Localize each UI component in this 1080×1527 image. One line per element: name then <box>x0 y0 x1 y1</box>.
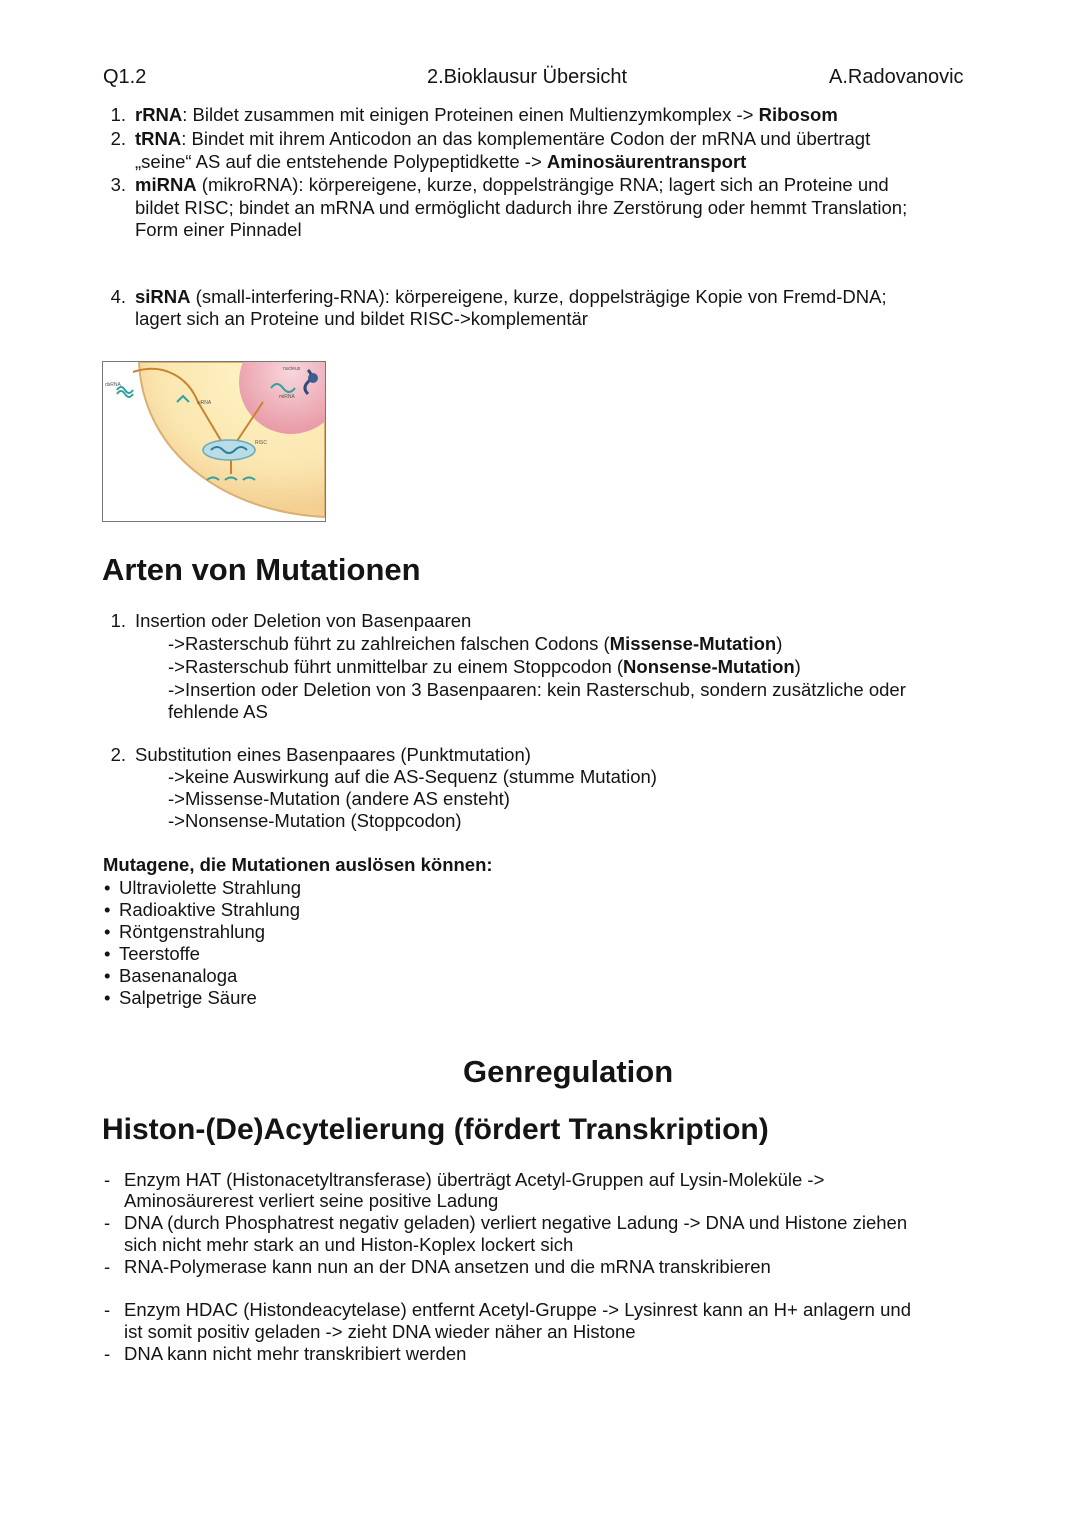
rnai-diagram <box>102 361 326 522</box>
list-item-continuation: sich nicht mehr stark an und Histon-Koplex lockert sich <box>124 1234 574 1255</box>
list-item: siRNA (small-interfering-RNA): körpereigene, kurze, doppelsträgige Kopie von Fremd-DNA; <box>135 286 887 307</box>
label-sirna: siRNA <box>197 400 212 406</box>
list-item-continuation: ist somit positiv geladen -> zieht DNA wieder näher an Histone <box>124 1321 636 1342</box>
list-subline: ->Insertion oder Deletion von 3 Basenpaaren: kein Rasterschub, sondern zusätzliche oder <box>168 679 906 700</box>
list-subline: ->Rasterschub führt zu zahlreichen falschen Codons (Missense-Mutation) <box>168 633 783 654</box>
risc-complex <box>203 440 255 460</box>
list-number: 1. <box>110 610 126 631</box>
list-item: RNA-Polymerase kann nun an der DNA ansetzen und die mRNA transkribieren <box>124 1256 771 1277</box>
list-subline: ->Nonsense-Mutation (Stoppcodon) <box>168 810 462 831</box>
list-item: Substitution eines Basenpaares (Punktmutation) <box>135 744 531 765</box>
bullet-icon: • <box>104 899 111 920</box>
list-item: Röntgenstrahlung <box>119 921 266 942</box>
list-item: rRNA: Bildet zusammen mit einigen Proteinen einen Multienzymkomplex -> Ribosom <box>135 104 838 125</box>
list-item: Teerstoffe <box>119 943 200 964</box>
list-subline: ->Missense-Mutation (andere AS ensteht) <box>168 788 510 809</box>
list-number: 2. <box>110 744 126 765</box>
dash-icon: - <box>104 1169 111 1190</box>
header-author: A.Radovanovic <box>829 66 964 88</box>
label-risc: RISC <box>255 440 267 446</box>
header-title: 2.Bioklausur Übersicht <box>427 66 628 88</box>
list-subline: fehlende AS <box>168 701 268 722</box>
subheading-histon: Histon-(De)Acytelierung (fördert Transkription) <box>102 1113 769 1146</box>
bullet-icon: • <box>104 877 111 898</box>
list-item-continuation: Form einer Pinnadel <box>135 219 302 240</box>
list-number: 1. <box>110 104 126 125</box>
bullet-icon: • <box>104 921 111 942</box>
list-item: Ultraviolette Strahlung <box>119 877 302 898</box>
list-item: Enzym HDAC (Histondeacytelase) entfernt Acetyl-Gruppe -> Lysinrest kann an H+ anlagern und <box>124 1299 911 1320</box>
list-subline: ->keine Auswirkung auf die AS-Sequenz (stumme Mutation) <box>168 766 657 787</box>
list-item-continuation: „seine“ AS auf die entstehende Polypeptidkette -> Aminosäurentransport <box>135 151 747 172</box>
dash-icon: - <box>104 1343 111 1364</box>
dash-icon: - <box>104 1256 111 1277</box>
list-item: DNA (durch Phosphatrest negativ geladen) verliert negative Ladung -> DNA und Histone ziehen <box>124 1212 908 1233</box>
rnai-diagram-svg <box>103 362 325 521</box>
list-item: Enzym HAT (Histonacetyltransferase) überträgt Acetyl-Gruppen auf Lysin-Moleküle -> <box>124 1169 825 1190</box>
label-mirna: miRNA <box>279 394 295 400</box>
bullet-icon: • <box>104 987 111 1008</box>
dash-icon: - <box>104 1212 111 1233</box>
list-item: Radioaktive Strahlung <box>119 899 300 920</box>
polymerase-icon <box>308 373 318 383</box>
section-heading-mutationen: Arten von Mutationen <box>102 552 421 587</box>
bullet-icon: • <box>104 965 111 986</box>
label-dsrna: dsRNA <box>105 382 121 388</box>
list-number: 2. <box>110 128 126 149</box>
header-course: Q1.2 <box>103 66 147 88</box>
list-item-continuation: Aminosäurerest verliert seine positive Ladung <box>124 1190 499 1211</box>
list-item: Salpetrige Säure <box>119 987 257 1008</box>
list-number: 3. <box>110 174 126 195</box>
list-item-continuation: lagert sich an Proteine und bildet RISC->komplementär <box>135 308 588 329</box>
list-item-continuation: bildet RISC; bindet an mRNA und ermöglicht dadurch ihre Zerstörung oder hemmt Translation; <box>135 197 908 218</box>
list-item: DNA kann nicht mehr transkribiert werden <box>124 1343 467 1364</box>
section-heading-genregulation: Genregulation <box>463 1054 674 1089</box>
list-subline: ->Rasterschub führt unmittelbar zu einem Stoppcodon (Nonsense-Mutation) <box>168 656 801 677</box>
list-item: Basenanaloga <box>119 965 238 986</box>
bullet-icon: • <box>104 943 111 964</box>
list-item: tRNA: Bindet mit ihrem Anticodon an das komplementäre Codon der mRNA und übertragt <box>135 128 871 149</box>
list-item: Insertion oder Deletion von Basenpaaren <box>135 610 472 631</box>
label-nucleus: nucleus <box>283 366 301 372</box>
list-number: 4. <box>110 286 126 307</box>
dash-icon: - <box>104 1299 111 1320</box>
list-item: miRNA (mikroRNA): körpereigene, kurze, doppelsträngige RNA; lagert sich an Proteine und <box>135 174 889 195</box>
mutagene-heading: Mutagene, die Mutationen auslösen können: <box>103 854 493 875</box>
